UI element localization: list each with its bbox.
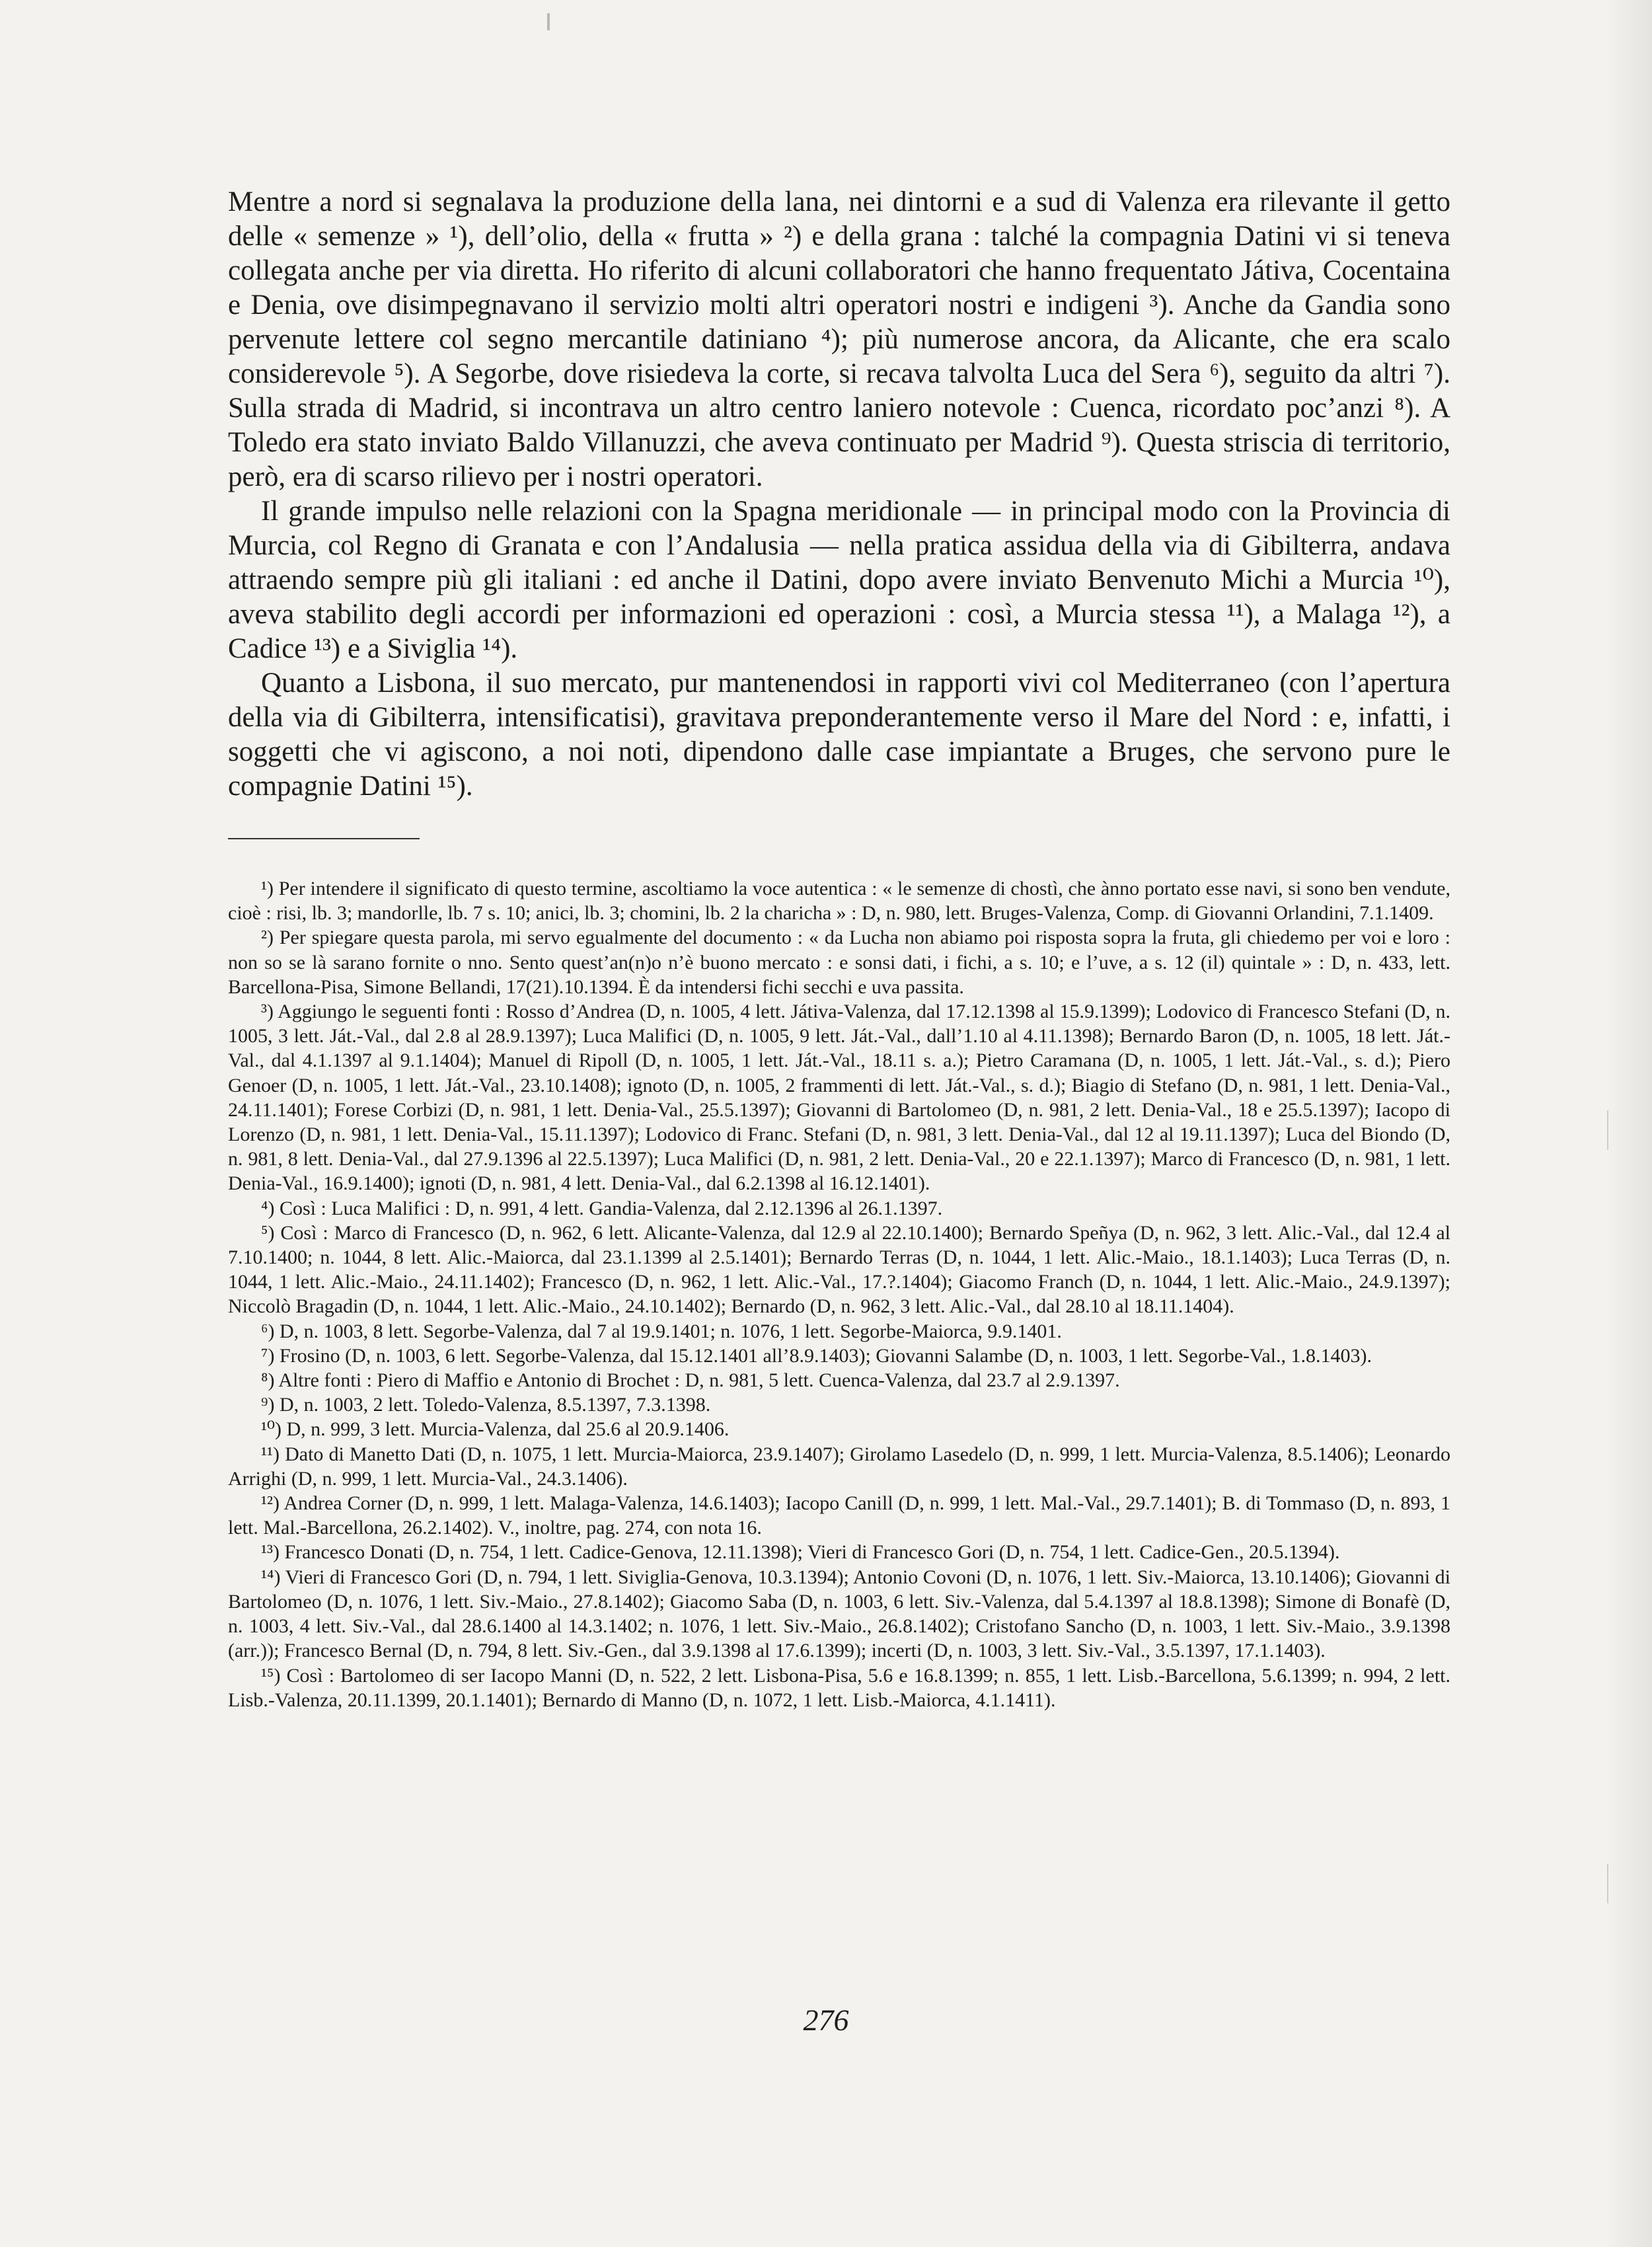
footnote: ¹⁵) Così : Bartolomeo di ser Iacopo Manni (D, n. 522, 2 lett. Lisbona-Pisa, 5.6 e 16.8.1399; n. 855, 1 lett. Lisb.-Barcellona, 5.6.1399; n. 994, 2 lett. Lisb.-Valenza, 20.11.1399, 20.1.1401); Bernardo di Manno (D, n. 1072, 1 lett. Lisb.-Maiorca, 4.1.1411). bbox=[228, 1664, 1450, 1711]
footnote: ¹¹) Dato di Manetto Dati (D, n. 1075, 1 lett. Murcia-Maiorca, 23.9.1407); Girolamo Lasedelo (D, n. 999, 1 lett. Murcia-Valenza, 8.5.1406); Leonardo Arrighi (D, n. 999, 1 lett. Murcia-Val., 24.3.1406). bbox=[228, 1443, 1450, 1490]
footnote: ¹³) Francesco Donati (D, n. 754, 1 lett. Cadice-Genova, 12.11.1398); Vieri di Francesco Gori (D, n. 754, 1 lett. Cadice-Gen., 20.5.1394). bbox=[261, 1541, 1340, 1564]
body-paragraph: Quanto a Lisbona, il suo mercato, pur mantenendosi in rapporti vivi col Mediterraneo (con l’apertura della via di Gibilterra, intensificatisi), gravitava preponderantemente verso il Mare del Nord : e, infatti, i soggetti che vi agiscono, a noi noti, dipendono dalle case impiantate a Bruges, che servono pure le compagnie Datini ¹⁵). bbox=[228, 667, 1450, 802]
footnote: ⁴) Così : Luca Malifici : D, n. 991, 4 lett. Gandia-Valenza, dal 2.12.1396 al 26.1.1397. bbox=[261, 1197, 943, 1219]
footnote: ⁷) Frosino (D, n. 1003, 6 lett. Segorbe-Valenza, dal 15.12.1401 all’8.9.1403); Giovanni Salambe (D, n. 1003, 1 lett. Segorbe-Val., 1.8.1403). bbox=[261, 1344, 1372, 1367]
spine-mark bbox=[1607, 1864, 1608, 1903]
page-fold-shadow bbox=[1606, 0, 1652, 2247]
binding-mark bbox=[547, 13, 550, 30]
footnote: ³) Aggiungo le seguenti fonti : Rosso d’Andrea (D, n. 1005, 4 lett. Játiva-Valenza, dal 17.12.1398 al 15.9.1399); Lodovico di Francesco Stefani (D, n. 1005, 3 lett. Ját.-Val., dal 2.8 al 28.9.1397); Luca Malifici (D, n. 1005, 9 lett. Ját.-Val., dall’1.10 al 4.11.1398); Bernardo Baron (D, n. 1005, 18 lett. Ját.-Val., dal 4.1.1397 al 9.1.1404); Manuel di Ripoll (D, n. 1005, 1 lett. Ját.-Val., 18.11 s. a.); Pietro Caramana (D, n. 1005, 1 lett. Ját.-Val., s. d.); Piero Genoer (D, n. 1005, 1 lett. Ját.-Val., 23.10.1408); ignoto (D, n. 1005, 2 frammenti di lett. Ját.-Val., s. d.); Biagio di Stefano (D, n. 981, 1 lett. Denia-Val., 24.11.1401); Forese Corbizi (D, n. 981, 1 lett. Denia-Val., 25.5.1397); Giovanni di Bartolomeo (D, n. 981, 2 lett. Denia-Val., 18 e 25.5.1397); Iacopo di Lorenzo (D, n. 981, 1 lett. Denia-Val., 15.11.1397); Lodovico di Franc. Stefani (D, n. 981, 3 lett. Denia-Val., dal 12 al 19.11.1397); Luca del Biondo (D, n. 981, 8 lett. Denia-Val., dal 27.9.1396 al 22.5.1397); Luca Malifici (D, n. 981, 2 lett. Denia-Val., 20 e 22.1.1397); Marco di Francesco (D, n. 981, 1 lett. Denia-Val., 16.9.1400); ignoti (D, n. 981, 4 lett. Denia-Val., dal 6.2.1398 al 16.12.1401). bbox=[228, 1001, 1450, 1195]
page-number: 276 bbox=[803, 2003, 849, 2037]
text-block bbox=[228, 185, 1450, 1712]
footnote: ¹) Per intendere il significato di questo termine, ascoltiamo la voce autentica : « le semenze di chostì, che ànno portato esse navi, si sono ben vendute, cioè : risi, lb. 3; mandorlle, lb. 7 s. 10; anici, lb. 3; chomini, lb. 2 la charicha » : D, n. 980, lett. Bruges-Valenza, Comp. di Giovanni Orlandini, 7.1.1409. bbox=[228, 878, 1450, 925]
footnote: ⁹) D, n. 1003, 2 lett. Toledo-Valenza, 8.5.1397, 7.3.1398. bbox=[261, 1394, 711, 1416]
footnotes bbox=[228, 876, 1450, 1712]
footnote: ¹⁰) D, n. 999, 3 lett. Murcia-Valenza, dal 25.6 al 20.9.1406. bbox=[261, 1418, 730, 1441]
body-paragraph: Il grande impulso nelle relazioni con la Spagna meridionale — in principal modo con la Provincia di Murcia, col Regno di Granata e con l’Andalusia — nella pratica assidua della via di Gibilterra, andava attraendo sempre più gli italiani : ed anche il Datini, dopo avere inviato Benvenuto Michi a Murcia ¹⁰), aveva stabilito degli accordi per informazioni ed operazioni : così, a Murcia stessa ¹¹), a Malaga ¹²), a Cadice ¹³) e a Siviglia ¹⁴). bbox=[228, 496, 1450, 664]
body-paragraph: Mentre a nord si segnalava la produzione della lana, nei dintorni e a sud di Valenza era rilevante il getto delle « semenze » ¹), dell’olio, della « frutta » ²) e della grana : talché la compagnia Datini vi si teneva collegata anche per via diretta. Ho riferito di alcuni collaboratori che hanno frequentato Játiva, Cocentaina e Denia, ove disimpegnavano il servizio molti altri operatori nostri e indigeni ³). Anche da Gandia sono pervenute lettere col segno mercantile datiniano ⁴); più numerose ancora, da Alicante, che era scalo considerevole ⁵). A Segorbe, dove risiedeva la corte, si recava talvolta Luca del Sera ⁶), seguito da altri ⁷). Sulla strada di Madrid, si incontrava un altro centro laniero notevole : Cuenca, ricordato poc’anzi ⁸). A Toledo era stato inviato Baldo Villanuzzi, che aveva continuato per Madrid ⁹). Questa striscia di territorio, però, era di scarso rilievo per i nostri operatori. bbox=[228, 186, 1450, 492]
body-text bbox=[228, 185, 1450, 804]
footnote-separator bbox=[228, 838, 420, 839]
footnote: ¹²) Andrea Corner (D, n. 999, 1 lett. Malaga-Valenza, 14.6.1403); Iacopo Canill (D, n. 999, 1 lett. Mal.-Val., 29.7.1401); B. di Tommaso (D, n. 893, 1 lett. Mal.-Barcellona, 26.2.1402). V., inoltre, pag. 274, con nota 16. bbox=[228, 1492, 1450, 1539]
footnote: ¹⁴) Vieri di Francesco Gori (D, n. 794, 1 lett. Siviglia-Genova, 10.3.1394); Antonio Covoni (D, n. 1076, 1 lett. Siv.-Maiorca, 13.10.1406); Giovanni di Bartolomeo (D, n. 1076, 1 lett. Siv.-Maio., 27.8.1402); Giacomo Saba (D, n. 1003, 6 lett. Siv.-Valenza, dal 5.4.1397 al 18.8.1398); Simone di Bonafè (D, n. 1003, 4 lett. Siv.-Val., dal 28.6.1400 al 14.3.1402; n. 1076, 1 lett. Siv.-Maio., 26.8.1402); Cristofano Sancho (D, n. 1003, 1 lett. Siv.-Maio., 3.9.1398 (arr.)); Francesco Bernal (D, n. 794, 8 lett. Siv.-Gen., dal 3.9.1398 al 17.6.1399); incerti (D, n. 1003, 3 lett. Siv.-Val., 3.5.1397, 17.1.1403). bbox=[228, 1566, 1450, 1662]
footnote: ⁵) Così : Marco di Francesco (D, n. 962, 6 lett. Alicante-Valenza, dal 12.9 al 22.10.1400); Bernardo Speñya (D, n. 962, 3 lett. Alic.-Val., dal 12.4 al 7.10.1400; n. 1044, 8 lett. Alic.-Maiorca, dal 23.1.1399 al 2.5.1401); Bernardo Terras (D, n. 1044, 1 lett. Alic.-Maio., 18.1.1403); Luca Terras (D, n. 1044, 1 lett. Alic.-Maio., 24.11.1402); Francesco (D, n. 962, 1 lett. Alic.-Val., 17.?.1404); Giacomo Franch (D, n. 1044, 1 lett. Alic.-Maio., 24.9.1397); Niccolò Bragadin (D, n. 1044, 1 lett. Alic.-Maio., 24.10.1402); Bernardo (D, n. 962, 3 lett. Alic.-Val., dal 28.10 al 18.11.1404). bbox=[228, 1221, 1450, 1318]
footnote: ²) Per spiegare questa parola, mi servo egualmente del documento : « da Lucha non abiamo poi risposta sopra la fruta, gli chiedemo per voi e loro : non so se là sarano fornite o nno. Sento quest’an(n)o n’è buono mercato : e sonsi dati, i fichi, a s. 10; e l’uve, a s. 12 (il) quintale » : D, n. 433, lett. Barcellona-Pisa, Simone Bellandi, 17(21).10.1394. È da intendersi fichi secchi e uva passita. bbox=[228, 927, 1450, 998]
footnote: ⁸) Altre fonti : Piero di Maffio e Antonio di Brochet : D, n. 981, 5 lett. Cuenca-Valenza, dal 23.7 al 2.9.1397. bbox=[261, 1369, 1120, 1392]
spine-mark bbox=[1607, 1110, 1608, 1150]
footnote: ⁶) D, n. 1003, 8 lett. Segorbe-Valenza, dal 7 al 19.9.1401; n. 1076, 1 lett. Segorbe-Maiorca, 9.9.1401. bbox=[261, 1320, 1062, 1342]
